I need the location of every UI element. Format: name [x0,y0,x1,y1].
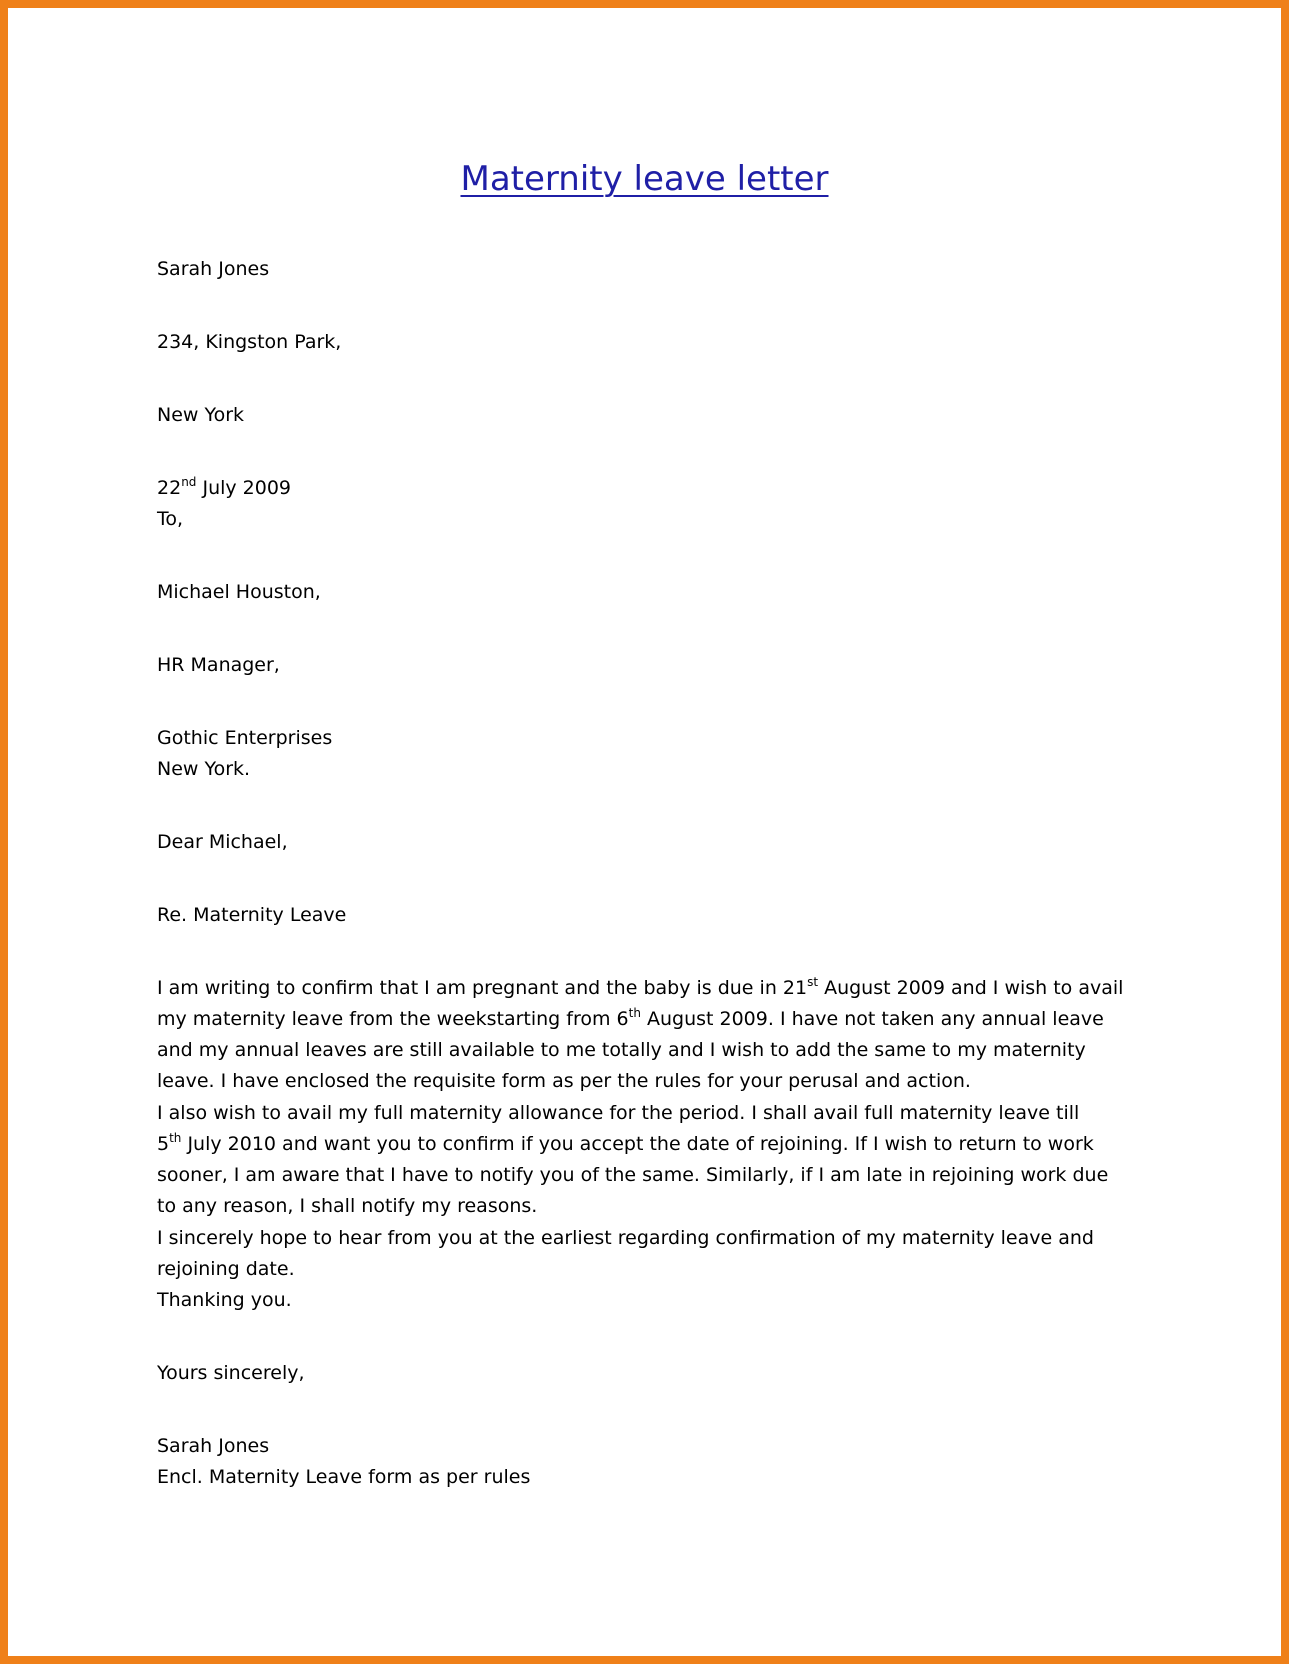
body-line-1 [157,975,1123,1001]
body-text: my maternity leave from the weekstarting from 6 [157,1008,629,1030]
date-day: 22 [157,477,182,499]
body-text: August 2009. I have not taken any annual leave [640,1008,1104,1030]
body-line-3: and my annual leaves are still available to me totally and I wish to add the same to my maternity [157,1039,1086,1061]
date-rest: July 2009 [196,477,292,499]
enclosure-note: Encl. Maternity Leave form as per rules [157,1466,531,1488]
body-line-10: rejoining date. [157,1258,295,1280]
ordinal-suffix: th [169,1130,182,1145]
recipient-title: HR Manager, [157,654,280,676]
to-label: To, [157,508,184,530]
ordinal-suffix: st [807,974,819,989]
sender-name: Sarah Jones [157,258,270,280]
signature-name: Sarah Jones [157,1435,270,1457]
recipient-city: New York. [157,758,251,780]
recipient-company: Gothic Enterprises [157,727,333,749]
body-line-9: I sincerely hope to hear from you at the earliest regarding confirmation of my maternity leave and [157,1227,1094,1249]
sender-address: 234, Kingston Park, [157,331,342,353]
body-line-11: Thanking you. [157,1289,292,1311]
closing: Yours sincerely, [157,1362,305,1384]
body-line-8: to any reason, I shall notify my reasons. [157,1195,538,1217]
letter-date [157,475,291,501]
body-line-2 [157,1006,1104,1032]
body-line-6 [157,1131,1094,1157]
body-text: I am writing to confirm that I am pregnant and the baby is due in 21 [157,977,808,999]
body-text: 5 [157,1133,170,1155]
body-line-5: I also wish to avail my full maternity allowance for the period. I shall avail full maternity leave till [157,1102,1080,1124]
subject-line: Re. Maternity Leave [157,904,347,926]
body-line-7: sooner, I am aware that I have to notify you of the same. Similarly, if I am late in rejoining work due [157,1164,1109,1186]
sender-city: New York [157,404,245,426]
letter-title: Maternity leave letter [460,159,829,199]
body-text: August 2009 and I wish to avail [818,977,1124,999]
ordinal-suffix: th [628,1005,641,1020]
body-text: July 2010 and want you to confirm if you accept the date of rejoining. If I wish to return to work [181,1133,1094,1155]
recipient-name: Michael Houston, [157,581,321,603]
salutation: Dear Michael, [157,831,288,853]
body-line-4: leave. I have enclosed the requisite form as per the rules for your perusal and action. [157,1070,971,1092]
date-suffix: nd [181,474,197,489]
